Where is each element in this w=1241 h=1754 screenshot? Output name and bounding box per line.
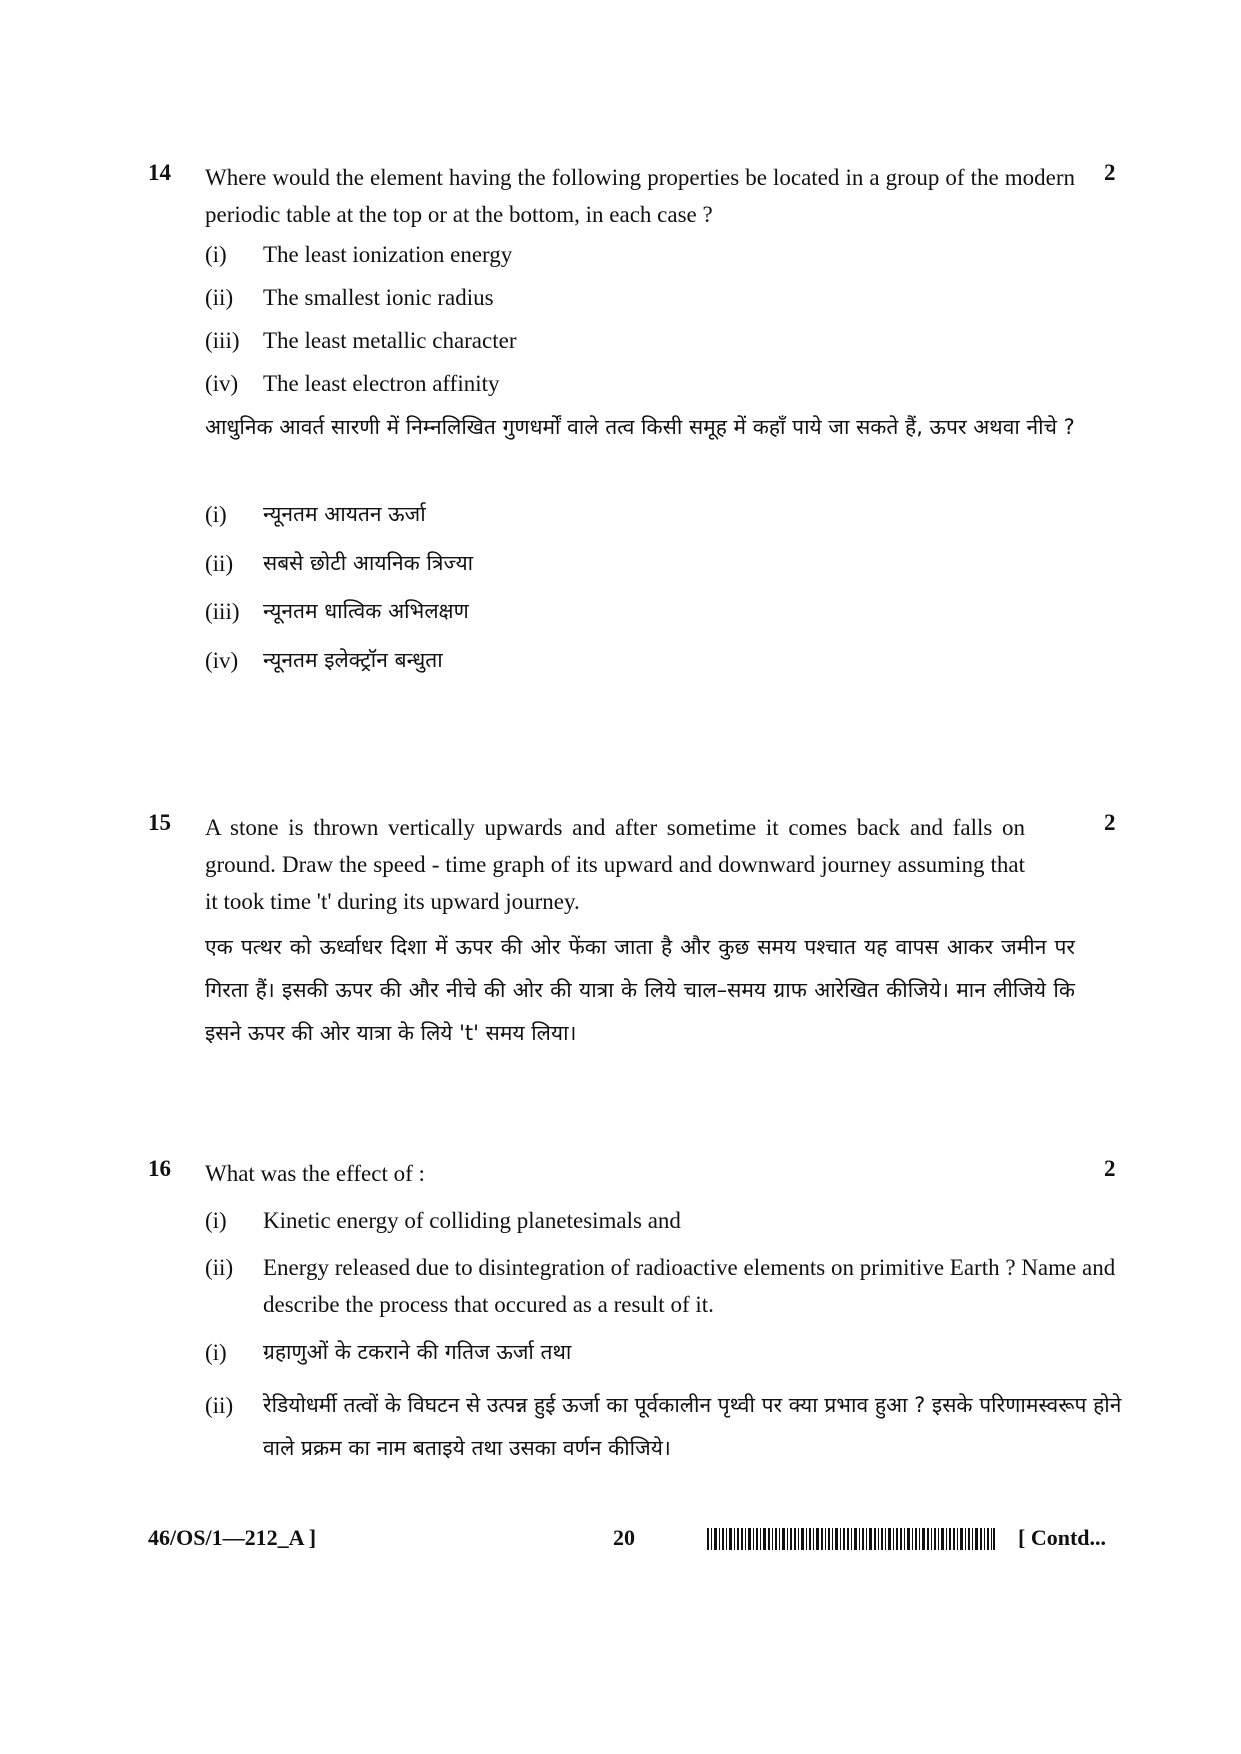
page-footer [0,1525,1241,1565]
question-number: 16 [148,1156,171,1181]
option-item: (iv) The least electron affinity [205,371,500,396]
option-item: (ii) Energy released due to disintegration of radioactive elements on primitive Earth ? Name and describe the process that occured as a result of it. [205,1255,1116,1317]
barcode-icon [707,1528,995,1550]
question-marks: 2 [1104,1156,1116,1181]
question-number: 14 [148,160,171,185]
question-text-english: A stone is thrown vertically upwards and after sometime it comes back and falls on ground. Draw the speed - time graph of its upward and downward journey assuming that it took time 't' during its upward journey. [205,815,1025,914]
option-item-hindi: (ii) सबसे छोटी आयनिक त्रिज्या [205,551,474,576]
option-item: (i) The least ionization energy [205,242,513,267]
paper-code: 46/OS/1—212_A ] [148,1525,317,1550]
page-number: 20 [613,1525,635,1550]
question-marks: 2 [1104,810,1116,835]
question-text-english: What was the effect of : [205,1161,425,1186]
question-text-hindi: एक पत्थर को ऊर्ध्वाधर दिशा में ऊपर की ओर फेंका जाता है और कुछ समय पश्चात यह वापस आकर जमीन पर गिरता हैं। इसकी ऊपर की और नीचे की ओर की यात्रा के लिये चाल–समय ग्राफ आरेखित कीजिये। मान लीजिये कि इसने ऊपर की ओर यात्रा के लिये 't' समय लिया। [205,935,1075,1045]
option-item-hindi: (i) ग्रहाणुओं के टकराने की गतिज ऊर्जा तथा [205,1340,572,1365]
option-item: (ii) The smallest ionic radius [205,285,494,310]
question-marks: 2 [1104,160,1116,185]
question-number: 15 [148,810,171,835]
option-item-hindi: (ii) रेडियोधर्मी तत्वों के विघटन से उत्पन्न हुई ऊर्जा का पूर्वकालीन पृथ्वी पर क्या प्रभाव हुआ ? इसके परिणामस्वरूप होने वाले प्रक्रम का नाम बताइये तथा उसका वर्णन कीजिये। [205,1393,1122,1460]
option-item: (iii) The least metallic character [205,328,517,353]
option-item-hindi: (iii) न्यूनतम धात्विक अभिलक्षण [205,599,469,624]
option-item-hindi: (i) न्यूनतम आयतन ऊर्जा [205,502,426,527]
option-item-hindi: (iv) न्यूनतम इलेक्ट्रॉन बन्धुता [205,648,443,673]
option-item: (i) Kinetic energy of colliding planetesimals and [205,1208,681,1233]
continued-label: [ Contd... [1018,1525,1107,1550]
question-text-hindi: आधुनिक आवर्त सारणी में निम्नलिखित गुणधर्मों वाले तत्व किसी समूह में कहाँ पाये जा सकते हैं, ऊपर अथवा नीचे ? [205,415,1075,439]
question-text-english: Where would the element having the following properties be located in a group of the modern periodic table at the top or at the bottom, in each case ? [205,165,1075,227]
